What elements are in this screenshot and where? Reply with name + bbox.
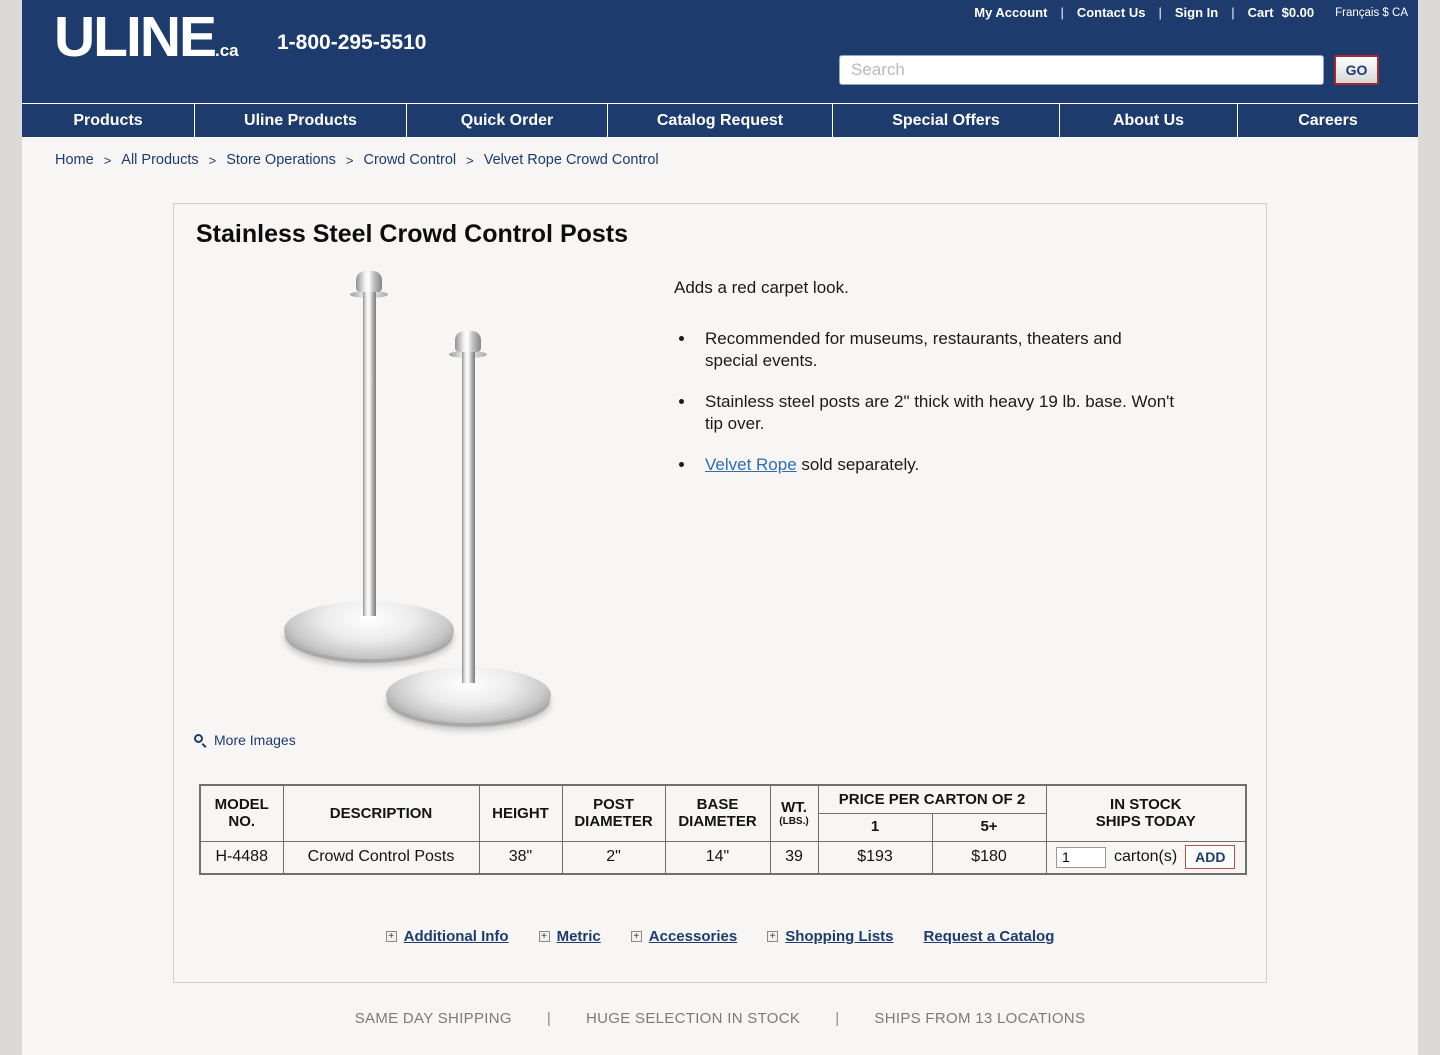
col-header-base-diameter: BASE DIAMETER <box>665 785 770 841</box>
my-account-link[interactable]: My Account <box>974 5 1048 20</box>
expand-plus-icon[interactable]: + <box>539 931 550 942</box>
price-header: PRICE PER CARTON OF 2 <box>818 785 1046 813</box>
row-weight: 39 <box>770 841 818 874</box>
table-row <box>200 841 1246 874</box>
add-to-cart-button[interactable]: ADD <box>1185 845 1235 869</box>
model-number: H-4488 <box>200 841 283 874</box>
feature-item: • Recommended for museums, restaurants, theaters and special events. <box>696 328 1179 373</box>
stanchion-cap <box>356 271 382 292</box>
breadcrumb-velvet-rope-crowd-control[interactable]: Velvet Rope Crowd Control <box>483 152 659 168</box>
nav-item-about-us[interactable]: About Us <box>1060 104 1238 137</box>
logo-text: ULINE <box>54 5 215 69</box>
velvet-rope-link[interactable]: Velvet Rope <box>705 454 797 474</box>
row-height: 38" <box>479 841 562 874</box>
main-nav <box>22 103 1418 137</box>
page-title: Stainless Steel Crowd Control Posts <box>196 220 629 248</box>
feature-item <box>696 454 1179 476</box>
expand-plus-icon[interactable]: + <box>386 931 397 942</box>
breadcrumb-separator: > <box>345 152 354 168</box>
stanchion-pole <box>363 283 376 616</box>
breadcrumb-home[interactable]: Home <box>55 152 94 168</box>
product-intro: Adds a red carpet look. <box>674 278 849 297</box>
stock-status <box>1046 785 1246 841</box>
stock-line-1: IN STOCK <box>1110 796 1182 813</box>
accessories-link[interactable]: + Accessories <box>631 928 737 945</box>
search-area <box>839 55 1379 85</box>
product-panel <box>173 203 1267 983</box>
expand-plus-icon[interactable]: + <box>767 931 778 942</box>
col-header-model: MODEL NO. <box>200 785 283 841</box>
col-header-weight: WT. (LBS.) <box>770 785 818 841</box>
col-header-post-diameter: POST DIAMETER <box>562 785 665 841</box>
footer-ships-locations: SHIPS FROM 13 LOCATIONS <box>874 1010 1086 1027</box>
request-catalog-link[interactable]: Request a Catalog <box>923 928 1055 945</box>
cart-label: Cart <box>1247 5 1274 20</box>
col-header-height: HEIGHT <box>479 785 562 841</box>
stock-line-2: SHIPS TODAY <box>1095 813 1196 831</box>
more-images-link[interactable] <box>194 732 296 748</box>
utility-separator: | <box>1060 5 1064 20</box>
price-qty-1-header: 1 <box>818 813 932 841</box>
logo-suffix: .ca <box>215 41 239 60</box>
search-go-button[interactable]: GO <box>1334 55 1379 85</box>
row-description: Crowd Control Posts <box>283 841 479 874</box>
expand-plus-icon[interactable]: + <box>631 931 642 942</box>
value-props-footer <box>22 1010 1418 1027</box>
nav-item-catalog-request[interactable]: Catalog Request <box>608 104 833 137</box>
order-cell <box>1046 841 1246 874</box>
breadcrumb-all-products[interactable]: All Products <box>121 152 199 168</box>
utility-separator: | <box>1158 5 1162 20</box>
utility-separator: | <box>1231 5 1235 20</box>
row-price-1: $193 <box>818 841 932 874</box>
quantity-unit-label: carton(s) <box>1114 848 1178 866</box>
shopping-lists-link[interactable]: + Shopping Lists <box>767 928 893 945</box>
contact-us-link[interactable]: Contact Us <box>1076 5 1146 20</box>
footer-separator: | <box>835 1010 840 1027</box>
utility-bar <box>974 5 1408 20</box>
footer-separator: | <box>546 1010 552 1027</box>
uline-logo[interactable] <box>54 5 239 69</box>
breadcrumb-separator: > <box>103 152 112 168</box>
nav-item-products[interactable]: Products <box>22 104 195 137</box>
product-description <box>674 278 1179 494</box>
col-header-description: DESCRIPTION <box>283 785 479 841</box>
cart-amount: $0.00 <box>1281 5 1315 20</box>
breadcrumb-separator: > <box>208 152 217 168</box>
nav-item-careers[interactable]: Careers <box>1298 111 1358 129</box>
footer-huge-selection: HUGE SELECTION IN STOCK <box>586 1010 801 1027</box>
row-base-diameter: 14" <box>665 841 770 874</box>
nav-item-special-offers[interactable]: Special Offers <box>833 104 1060 137</box>
nav-item-quick-order[interactable]: Quick Order <box>407 104 608 137</box>
additional-info-link[interactable]: + Additional Info <box>386 928 509 945</box>
stanchion-cap <box>455 331 481 352</box>
site-header <box>22 0 1418 103</box>
feature-item: • Stainless steel posts are 2" thick with heavy 19 lb. base. Won't tip over. <box>696 391 1179 436</box>
magnifier-icon <box>194 734 207 747</box>
metric-link[interactable]: + Metric <box>539 928 601 945</box>
stanchion-pole <box>462 343 475 683</box>
feature-item-text: sold separately. <box>796 454 920 474</box>
breadcrumb-store-operations[interactable]: Store Operations <box>226 152 336 168</box>
more-images-label: More Images <box>214 732 296 748</box>
quantity-input[interactable] <box>1056 847 1106 868</box>
search-input[interactable] <box>839 55 1324 85</box>
phone-number: 1-800-295-5510 <box>277 31 427 54</box>
footer-same-day-shipping: SAME DAY SHIPPING <box>354 1010 512 1027</box>
sign-in-link[interactable]: Sign In <box>1174 5 1219 20</box>
product-spec-table <box>199 784 1247 875</box>
breadcrumb-crowd-control[interactable]: Crowd Control <box>363 152 457 168</box>
nav-item-uline-products[interactable]: Uline Products <box>195 104 407 137</box>
cart-link[interactable] <box>1248 5 1315 20</box>
breadcrumb-separator: > <box>466 152 474 168</box>
price-qty-5-header: 5+ <box>932 813 1046 841</box>
page-column <box>22 0 1418 1055</box>
breadcrumb <box>55 152 1418 168</box>
locale-selector[interactable]: Français $ CA <box>1335 6 1408 19</box>
detail-links-row <box>174 928 1266 945</box>
product-image <box>279 264 619 739</box>
row-price-5: $180 <box>932 841 1046 874</box>
feature-list <box>696 328 1179 476</box>
row-post-diameter: 2" <box>562 841 665 874</box>
